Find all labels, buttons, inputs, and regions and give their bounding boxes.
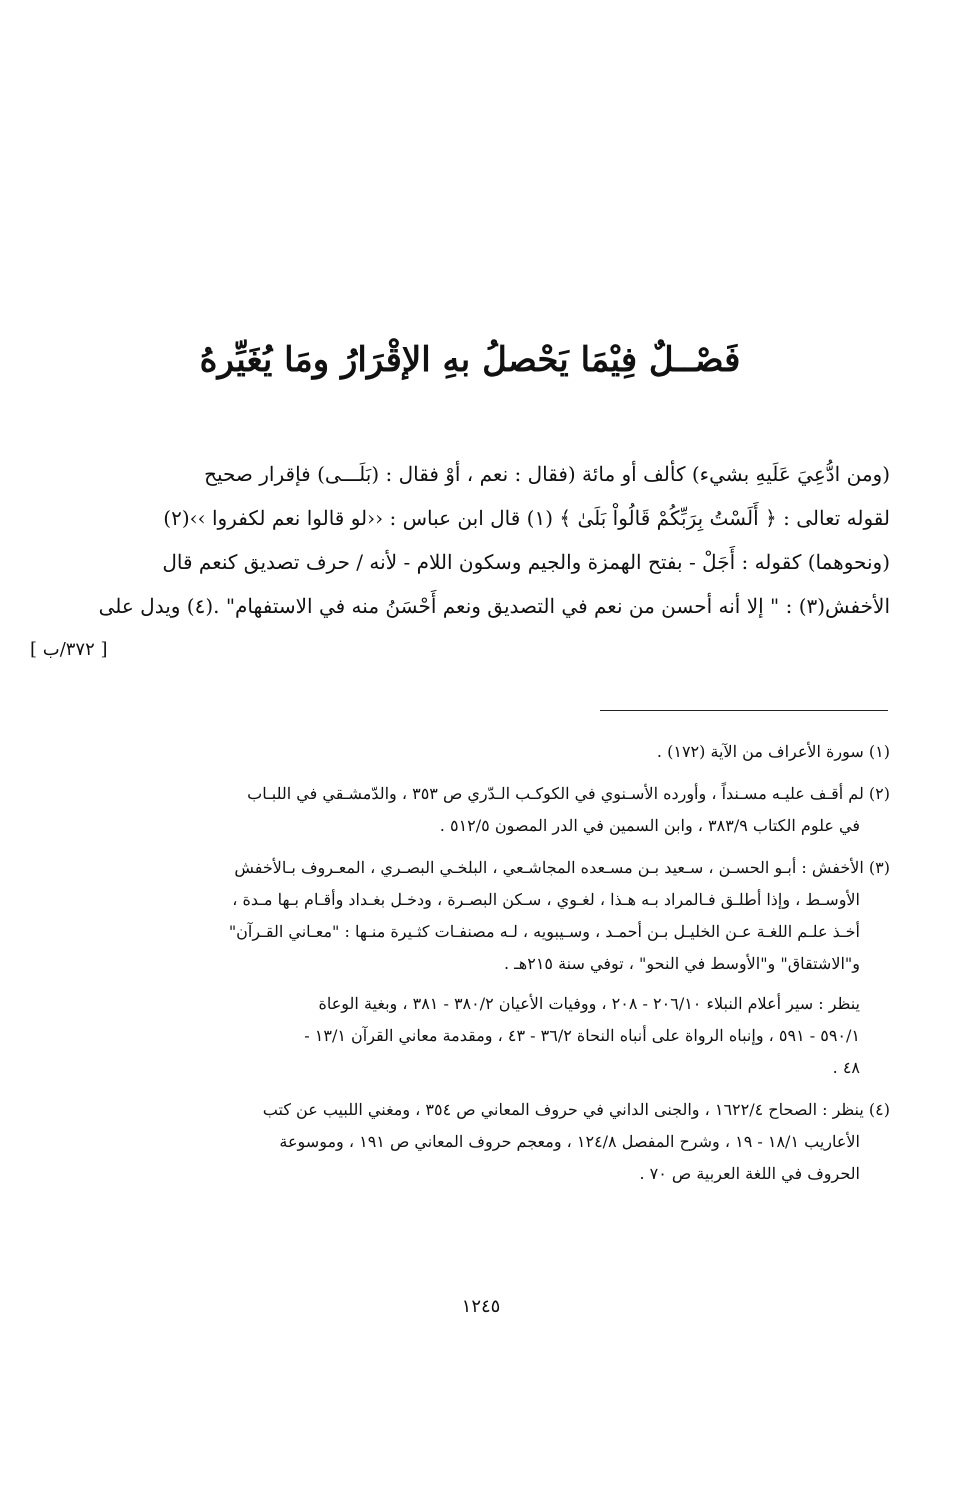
main-text: [98, 452, 890, 628]
page-number: ١٢٤٥: [461, 1296, 501, 1317]
footnote-4: [150, 1094, 890, 1190]
footnote-line: الأوسـط ، وإذا أطلـق فـالمراد بـه هـذا ، لغـوي ، سـكن البصـرة ، ودخـل بغـداد وأقـام بـها مـدة ،: [232, 890, 860, 909]
main-line: (ومن ادُّعِيَ عَلَيهِ بشيء) كألف أو مائة (فقال : نعم ، أوْ فقال : (بَلَـــى) فإقرار صحيح: [204, 462, 890, 486]
footnote-line: (١) سورة الأعراف من الآية (١٧٢) .: [656, 742, 890, 761]
footnote-line: (٣) الأخفش : أبـو الحسـن ، سـعيد بـن مسـعده المجاشـعي ، البلخـي البصـري ، المعـروف بـالأخفش: [234, 858, 890, 877]
footnote-line: (٤) ينظر : الصحاح ١٦٢٢/٤ ، والجنى الداني في حروف المعاني ص ٣٥٤ ، ومغني اللبيب عن كتب: [262, 1100, 890, 1119]
main-line: (ونحوهما) كقوله : أَجَلْ - بفتح الهمزة والجيم وسكون اللام - لأنه / حرف تصديق كنعم قال: [162, 550, 890, 574]
footnote-line: في علوم الكتاب ٣٨٣/٩ ، وابن السمين في الدر المصون ٥١٢/٥ .: [439, 816, 860, 835]
footnote-line: و"الاشتقاق" و"الأوسط في النحو" ، توفي سنة ٢١٥هـ .: [503, 954, 860, 973]
footnotes: [150, 736, 890, 1200]
footnote-line: ينظر : سير أعلام النبلاء ٢٠٦/١٠ - ٢٠٨ ، ووفيات الأعيان ٣٨٠/٢ - ٣٨١ ، وبغية الوعاة: [318, 994, 860, 1013]
footnote-2: [150, 778, 890, 842]
footnote-line: الأعاريب ١٨/١ - ١٩ ، وشرح المفصل ١٢٤/٨ ، ومعجم حروف المعاني ص ١٩١ ، وموسوعة: [279, 1132, 860, 1151]
footnote-1: [150, 736, 890, 768]
footnote-line: ٤٨ .: [832, 1058, 860, 1077]
footnote-line: (٢) لم أقـف عليـه مسـنداً ، وأورده الأسـنوي في الكوكـب الـدّري ص ٣٥٣ ، والدّمشـقي في اللبـاب: [247, 784, 890, 803]
footnote-line: الحروف في اللغة العربية ص ٧٠ .: [639, 1164, 860, 1183]
footnote-3: [150, 852, 890, 1084]
footnote-line: ٥٩٠/١ - ٥٩١ ، وإنباه الرواة على أنباه النحاة ٣٦/٢ - ٤٣ ، ومقدمة معاني القرآن ١٣/١ -: [304, 1026, 860, 1045]
main-line: الأخفش(٣) : " إلا أنه أحسن من نعم في التصديق ونعم أَحْسَنُ منه في الاستفهام" .(٤) ويدل على: [98, 594, 890, 618]
main-line: لقوله تعالى : ﴿ أَلَسْتُ بِرَبِّكُمْ قَالُواْ بَلَىٰ ﴾ (١) قال ابن عباس : ‹‹لو قالوا نعم لكفروا ››(٢): [163, 506, 890, 530]
footnote-line: أخـذ علـم اللغـة عـن الخليـل بـن أحمـد ، وسـيبويه ، لـه مصنفـات كثـيرة منـها : "معـاني القـرآن": [228, 922, 860, 941]
chapter-title: فَصْــلٌ فِيْمَا يَحْصلُ بهِ الإقْرَارُ ومَا يُغَيِّرهُ: [199, 340, 741, 380]
footnote-separator: [600, 710, 888, 711]
folio-marker: [ ٣٧٢/ب ]: [30, 639, 108, 660]
